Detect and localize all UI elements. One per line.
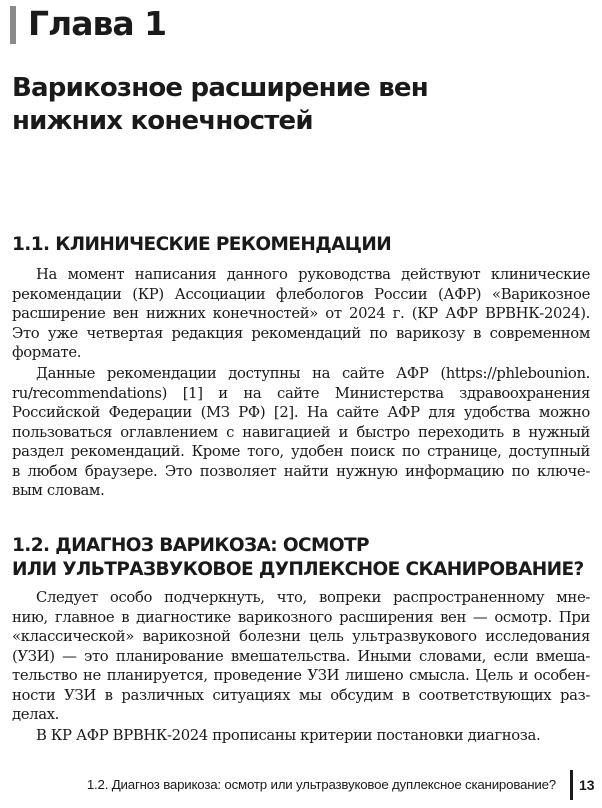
section-heading-line: ИЛИ УЛЬТРАЗВУКОВОЕ ДУПЛЕКСНОЕ СКАНИРОВАНИЕ? (12, 559, 584, 580)
text-line: тельство не планируется, проведение УЗИ лишено смысла. Цель и особен- (12, 667, 590, 684)
text-line: пользоваться оглавлением с навигацией и быстро переходить в нужный (12, 423, 590, 441)
chapter-title-line: Варикозное расширение вен (12, 73, 428, 103)
page-number: 13 (579, 777, 595, 793)
text-line: рекомендации (КР) Ассоциации флебологов России (АФР) «Варикозное (12, 285, 590, 303)
chapter-accent-bar (10, 6, 16, 44)
section-heading-1-1 (12, 233, 391, 257)
text-line: «классической» варикозной болезни цель ультразвукового исследования (12, 628, 590, 645)
text-line: (УЗИ) — это планирование вмешательства. Иными словами, если вмеша- (12, 647, 590, 665)
text-line: На момент написания данного руководства действуют клинические (36, 266, 590, 283)
text-line: раздел рекомендаций. Кроме того, удобен поиск по странице, доступный (12, 443, 590, 460)
text-line: В КР АФР ВРВНК-2024 прописаны критерии постановки диагноза. (36, 727, 541, 744)
text-line: Данные рекомендации доступны на сайте АФР (https://phlebounion. (36, 365, 590, 382)
chapter-label: Глава 1 (28, 4, 167, 43)
paragraph (12, 588, 590, 725)
text-line: ru/recommendations) [1] и на сайте Министерства здравоохранения (12, 384, 590, 402)
chapter-title (12, 72, 428, 138)
text-line: в любом браузере. Это позволяет найти нужную информацию по ключе- (12, 462, 590, 480)
section-heading-1-2 (12, 534, 584, 582)
section-heading-line: 1.2. ДИАГНОЗ ВАРИКОЗА: ОСМОТР (12, 535, 369, 556)
footer-divider (570, 770, 573, 800)
page-footer (0, 770, 602, 800)
section-heading-line: 1.1. КЛИНИЧЕСКИЕ РЕКОМЕНДАЦИИ (12, 234, 392, 255)
paragraph (12, 726, 590, 746)
chapter-title-line: нижних конечностей (12, 106, 313, 136)
text-line: вым словам. (12, 482, 105, 499)
text-line: Это уже четвертая редакция рекомендаций по варикозу в современном (12, 324, 590, 342)
text-line: Следует особо подчеркнуть, что, вопреки распространенному мне- (36, 589, 590, 606)
text-line: делах. (12, 706, 60, 723)
text-line: расширение вен нижних конечностей» от 2024 г. (КР АФР ВРВНК-2024). (12, 305, 590, 322)
text-line: нию, главное в диагностике варикозного расширения вен — осмотр. При (12, 608, 590, 626)
paragraph (12, 265, 590, 363)
text-line: формате. (12, 344, 82, 361)
paragraph (12, 364, 590, 501)
text-line: ности УЗИ в различных ситуациях мы обсудим в соответствующих раз- (12, 686, 590, 704)
text-line: Российской Федерации (МЗ РФ) [2]. На сайте АФР для удобства можно (12, 404, 590, 421)
running-title: 1.2. Диагноз варикоза: осмотр или ультразвуковое дуплексное сканирование? (86, 777, 556, 792)
